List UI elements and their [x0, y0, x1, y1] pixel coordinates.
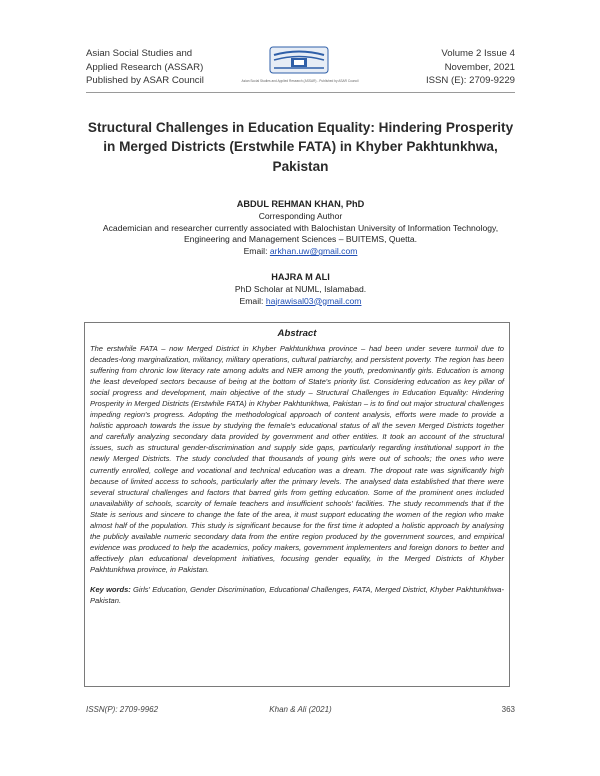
- logo-caption: Asian Social Studies and Applied Research (ASSAR) - Published by ASAR Council: [241, 79, 359, 83]
- author-email-line: [86, 246, 515, 258]
- author-name: HAJRA M ALI: [271, 272, 330, 282]
- keywords-label: Key words:: [90, 584, 131, 594]
- author-affiliation: Academician and researcher currently associated with Balochistan University of Information Technology,: [102, 222, 499, 233]
- journal-line: Asian Social Studies and: [86, 48, 193, 59]
- footer-issn: ISSN(P): 2709-9962: [86, 705, 159, 714]
- keywords: [90, 584, 504, 606]
- header-divider: [86, 92, 515, 93]
- issue-info-block: [426, 47, 515, 88]
- author-affiliation: Engineering and Management Sciences – BUITEMS, Quetta.: [183, 234, 418, 245]
- journal-name-block: [86, 47, 204, 88]
- author-name: ABDUL REHMAN KHAN, PhD: [236, 199, 365, 209]
- volume-issue: Volume 2 Issue 4: [441, 48, 515, 59]
- journal-logo: [232, 44, 368, 84]
- email-label: Email:: [243, 246, 268, 257]
- footer-citation: Khan & Ali (2021): [269, 705, 332, 714]
- author-email-link[interactable]: hajrawisal03@gmail.com: [265, 295, 362, 306]
- author-block-2: [86, 272, 515, 307]
- article-title: [86, 118, 515, 176]
- publication-date: November, 2021: [444, 61, 515, 73]
- author-email-line: [86, 296, 515, 308]
- author-email-link[interactable]: arkhan.uw@gmail.com: [269, 246, 358, 257]
- page-number: 363: [501, 705, 515, 714]
- title-line: Structural Challenges in Education Equality: Hindering Prosperity: [87, 120, 514, 135]
- keywords-list: Girls' Education, Gender Discrimination, Educational Challenges, FATA, Merged District, Khyber Pakhtunkhwa-Pakistan.: [90, 584, 504, 606]
- issn-electronic: ISSN (E): 2709-9229: [425, 75, 515, 86]
- journal-line: Published by ASAR Council: [86, 75, 204, 86]
- email-label: Email:: [239, 295, 264, 306]
- logo-emblem-detail: [294, 60, 304, 65]
- abstract-text: The erstwhile FATA – now Merged District in Khyber Pakhtunkhwa province – had been under severe turmoil due to decades-long marginalization, militancy, military operations, cultural patriarchy, and persistent poverty. The region has been suffering from chronic low literacy rate among adults and NER among the youth, predominantly girls. Education is among the least developed sectors because of being at the bottom of State's priority list. Considering education as key pillar of social progress and development, main objective of the study – Structural Challenges in Education Equality: Hindering Prosperity in Merged Districts (Erstwhile FATA) in Khyber Pakhtunkhwa, Pakistan – is to find out major structural challenges impeding region's progress. Adopting the methodological approach of content analysis, efforts were made to provide a holistic approach towards the issue by studying the female's educational status of all the seven Merged Districts together and carefully analyzing secondary data provided by government and other entities. It took an account of the structural issues, such as structural gender-discrimination and supply side gaps, particularly regarding institutional support in the newly Merged Districts. The study concluded that thousands of young girls were out of schools; the ones who were currently enrolled, college and vocational and technical education was a dream. The dropout rate was significantly high because of limited access to schools, particularly after the primary levels. The analysed data established that there were several structural challenges and factors that barred girls from getting education. Some of the prominent ones included unavailability of schools, scarcity of female teachers and insufficient schools' facilities. The study recommends that if the State is serious and sincere to change the fate of the area, it must support educating the women of the region who make almost half of the population. This study is significant because for the first time it adopted a holistic approach by analysing the publicly available numeric secondary data from the entire region produced by the government sources, and empirical evidence was produced to help the academics, policy makers, government implementers and foreign donors to better and affectively plan educational development initiatives, focusing gender equality, in the Merged Districts of Khyber Pakhtunkhwa province, in Pakistan.: [90, 344, 504, 574]
- journal-line: Applied Research (ASSAR): [86, 61, 204, 73]
- author-block-1: [86, 199, 515, 258]
- author-affiliation: PhD Scholar at NUML, Islamabad.: [234, 283, 367, 294]
- title-line: Pakistan: [272, 158, 329, 174]
- abstract-box: [84, 322, 510, 687]
- title-line: in Merged Districts (Erstwhile FATA) in Khyber Pakhtunkhwa,: [103, 139, 498, 155]
- author-role: Corresponding Author: [258, 210, 343, 221]
- abstract-heading: Abstract: [277, 328, 317, 339]
